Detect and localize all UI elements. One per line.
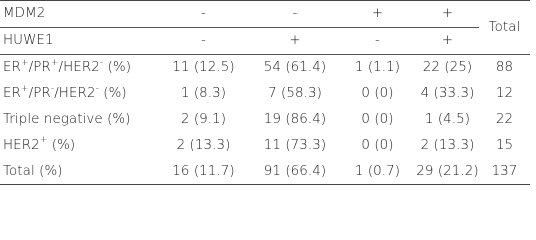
label-superscript: +	[20, 57, 29, 68]
table-cell: 7 (58.3)	[268, 86, 322, 102]
table-cell: 11 (73.3)	[263, 137, 327, 153]
label-text: ER	[3, 60, 21, 76]
huwe1-value: -	[339, 27, 416, 54]
label-text: HER2	[3, 137, 40, 153]
label-text: (%)	[47, 137, 76, 153]
row-label	[0, 54, 156, 80]
huwe1-value: +	[416, 27, 479, 54]
table-cell: 2 (9.1)	[180, 112, 227, 127]
mdm2-value: -	[156, 1, 251, 28]
row-total: 22	[495, 112, 514, 127]
label-superscript: +	[39, 135, 48, 146]
row-total: 15	[495, 137, 514, 153]
huwe1-label: HUWE1	[0, 27, 156, 54]
table-cell: 19 (86.4)	[263, 112, 327, 127]
table-row	[0, 158, 530, 184]
row-total: 137	[479, 158, 530, 184]
table-cell: 11 (12.5)	[172, 60, 235, 76]
header-row-mdm2	[0, 1, 530, 28]
table-cell: 54 (61.4)	[263, 60, 327, 76]
table-cell: 1 (8.3)	[180, 86, 227, 102]
label-superscript: +	[20, 83, 29, 94]
table-cell: 4 (33.3)	[420, 86, 475, 102]
table-row	[0, 81, 530, 107]
table-cell: 16 (11.7)	[156, 158, 251, 184]
table-cell: 2 (13.3)	[176, 137, 231, 153]
mdm2-value: +	[339, 1, 416, 28]
table-cell: 2 (13.3)	[420, 137, 475, 153]
mdm2-label: MDM2	[0, 1, 156, 28]
label-text: /PR	[28, 86, 51, 102]
label-text: ER	[3, 86, 21, 102]
label-text: (%)	[98, 86, 127, 102]
row-label	[0, 81, 156, 107]
row-label	[0, 132, 156, 158]
mdm2-value: -	[251, 1, 339, 28]
label-superscript: +	[50, 57, 59, 68]
label-text: /HER2	[58, 60, 100, 76]
label-superscript: -	[99, 57, 104, 68]
row-label	[0, 107, 156, 133]
label-text: /PR	[28, 60, 51, 76]
label-text: Total (%)	[3, 163, 63, 179]
label-text: /HER2	[54, 86, 96, 102]
mdm2-value: +	[416, 1, 479, 28]
table-cell: 1 (4.5)	[424, 112, 471, 127]
header-row-huwe1	[0, 27, 530, 54]
label-text: (%)	[103, 60, 132, 76]
table-row	[0, 107, 530, 133]
table-cell: 0 (0)	[361, 112, 394, 127]
row-total: 88	[495, 60, 514, 76]
label-superscript: -	[50, 83, 55, 94]
table-row	[0, 132, 530, 158]
table-body	[0, 54, 530, 184]
table-cell: 1 (1.1)	[354, 60, 401, 76]
label-text: Triple negative (%)	[3, 112, 131, 127]
table-cell: 0 (0)	[361, 86, 394, 102]
table-cell: 22 (25)	[422, 60, 473, 76]
huwe1-value: +	[251, 27, 339, 54]
table-cell: 1 (0.7)	[339, 158, 416, 184]
table-cell: 0 (0)	[361, 137, 394, 153]
huwe1-value: -	[156, 27, 251, 54]
table-cell: 29 (21.2)	[416, 158, 479, 184]
table-row	[0, 54, 530, 80]
total-column-header: Total	[479, 1, 530, 55]
table-cell: 91 (66.4)	[251, 158, 339, 184]
row-label	[0, 158, 156, 184]
label-superscript: -	[95, 83, 99, 94]
row-total: 12	[495, 86, 514, 102]
